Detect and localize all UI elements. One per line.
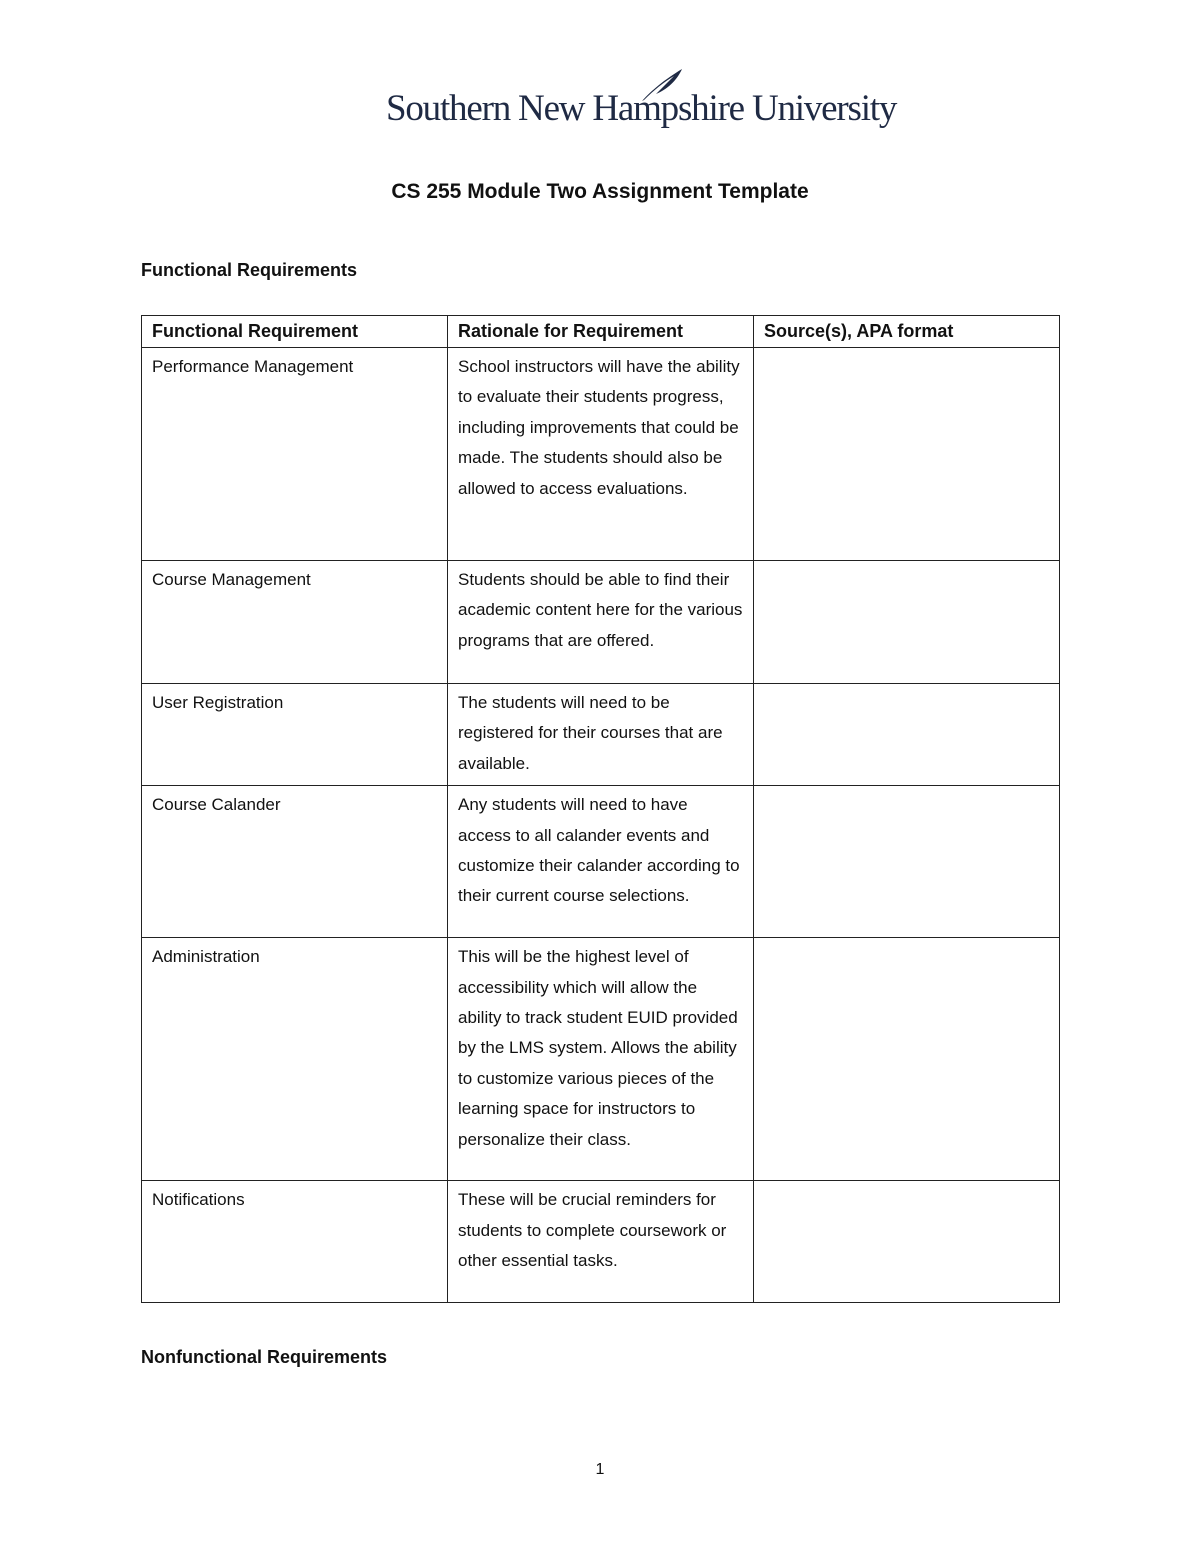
table-row — [142, 938, 1060, 1181]
rationale-cell: Any students will need to have access to all calander events and customize their calander according to their current course selections. — [448, 786, 754, 938]
requirement-cell: User Registration — [142, 684, 448, 786]
source-cell — [754, 348, 1060, 561]
page-number: 1 — [595, 1461, 605, 1478]
rationale-cell: School instructors will have the ability to evaluate their students progress, including improvements that could be made. The students should also be allowed to access evaluations. — [448, 348, 754, 561]
table-header-row — [142, 316, 1060, 348]
logo-wordmark: Southern New Hampshire University — [386, 88, 897, 129]
table-row — [142, 348, 1060, 561]
document-title: CS 255 Module Two Assignment Template — [391, 180, 809, 203]
source-cell — [754, 786, 1060, 938]
nonfunctional-requirements-heading: Nonfunctional Requirements — [141, 1347, 388, 1367]
requirement-cell: Course Management — [142, 561, 448, 684]
table-row — [142, 1181, 1060, 1303]
source-cell — [754, 561, 1060, 684]
functional-requirements-table — [141, 315, 1060, 1303]
rationale-cell: These will be crucial reminders for students to complete coursework or other essential tasks. — [448, 1181, 754, 1303]
source-cell — [754, 938, 1060, 1181]
column-header-requirement: Functional Requirement — [142, 316, 448, 348]
source-cell — [754, 684, 1060, 786]
requirement-cell: Administration — [142, 938, 448, 1181]
column-header-rationale: Rationale for Requirement — [448, 316, 754, 348]
table-row — [142, 786, 1060, 938]
functional-requirements-heading: Functional Requirements — [141, 260, 358, 280]
requirement-cell: Performance Management — [142, 348, 448, 561]
table-row — [142, 561, 1060, 684]
source-cell — [754, 1181, 1060, 1303]
rationale-cell: The students will need to be registered for their courses that are available. — [448, 684, 754, 786]
column-header-sources: Source(s), APA format — [754, 316, 1060, 348]
table-row — [142, 684, 1060, 786]
rationale-cell: Students should be able to find their academic content here for the various programs that are offered. — [448, 561, 754, 684]
university-logo — [386, 68, 897, 138]
requirement-cell: Course Calander — [142, 786, 448, 938]
requirement-cell: Notifications — [142, 1181, 448, 1303]
rationale-cell: This will be the highest level of accessibility which will allow the ability to track student EUID provided by the LMS system. Allows the ability to customize various pieces of the learning space for instructors to personalize their class. — [448, 938, 754, 1181]
